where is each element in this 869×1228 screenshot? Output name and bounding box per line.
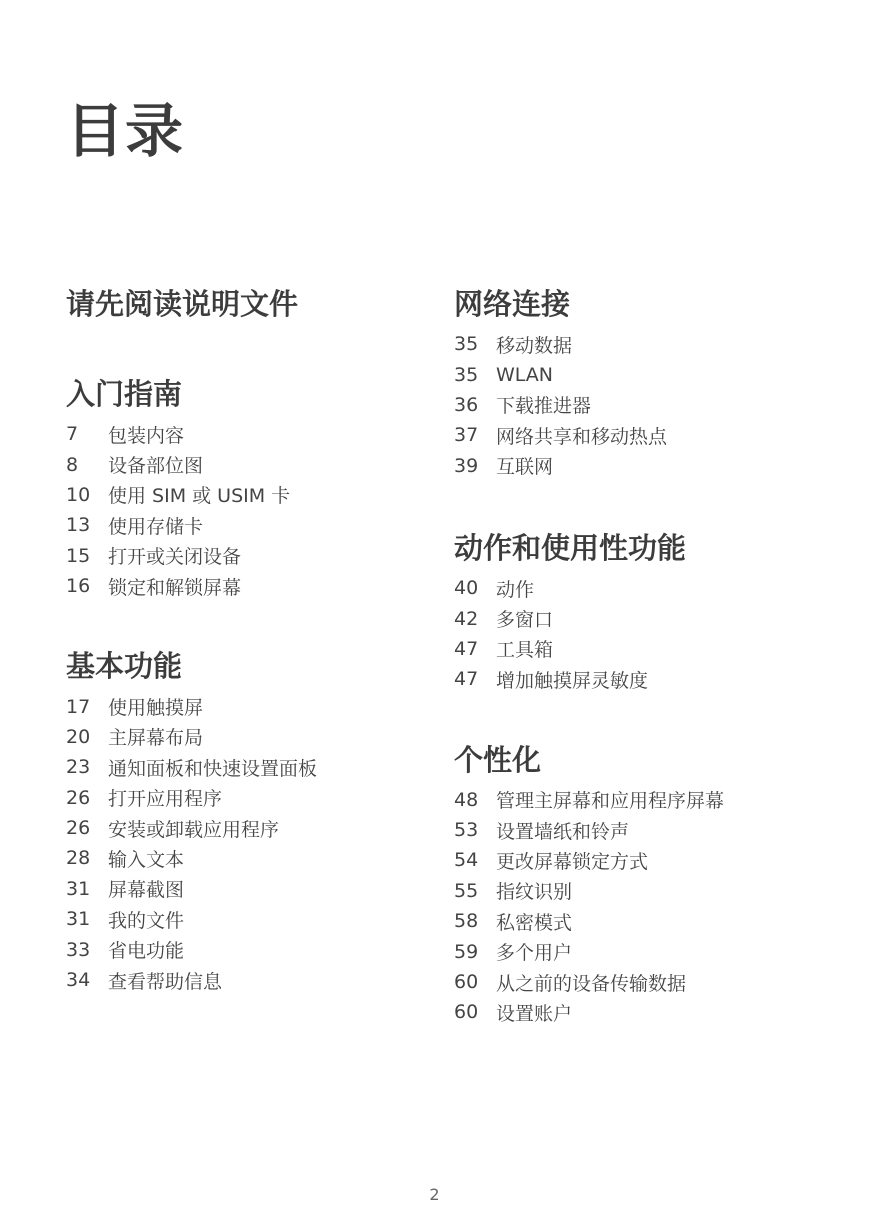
- toc-entry-title: 包装内容: [108, 424, 185, 447]
- toc-page-number: 16: [66, 575, 91, 598]
- toc-page-number: 47: [454, 637, 479, 660]
- toc-page-number: 58: [454, 910, 479, 933]
- toc-entry-title: 多窗口: [496, 609, 554, 632]
- toc-entry-title: 更改屏幕锁定方式: [496, 850, 649, 873]
- toc-entry[interactable]: [454, 573, 834, 603]
- toc-entry-title: 输入文本: [108, 848, 185, 871]
- toc-entry-title: 增加触摸屏灵敏度: [496, 669, 649, 692]
- toc-entry[interactable]: [454, 359, 834, 389]
- toc-entry-title: 安装或卸载应用程序: [108, 818, 280, 841]
- toc-page-number: 54: [454, 849, 479, 872]
- toc-entry-title: 使用 SIM 或 USIM 卡: [108, 485, 291, 508]
- toc-entry-title: WLAN: [496, 363, 554, 386]
- toc-page-number: 42: [454, 607, 479, 630]
- toc-entry[interactable]: [66, 722, 446, 752]
- page-number: 2: [429, 1185, 440, 1204]
- toc-list: [66, 691, 446, 995]
- toc-section: [66, 375, 446, 601]
- toc-entry-title: 互联网: [496, 456, 554, 479]
- toc-entry-title: 移动数据: [496, 334, 573, 357]
- toc-entry[interactable]: [454, 420, 834, 450]
- page-title: 目录: [66, 97, 185, 165]
- toc-entry[interactable]: [454, 603, 834, 633]
- toc-list: [454, 785, 834, 1028]
- toc-entry-title: 指纹识别: [496, 881, 573, 904]
- toc-page-number: 8: [66, 453, 79, 476]
- toc-page-number: 17: [66, 695, 91, 718]
- toc-entry-title: 主屏幕布局: [108, 727, 204, 750]
- toc-entry-title: 使用触摸屏: [108, 697, 204, 720]
- section-heading[interactable]: 基本功能: [66, 649, 183, 684]
- toc-section: [66, 285, 446, 323]
- toc-page-number: 33: [66, 938, 91, 961]
- toc-entry[interactable]: [66, 691, 446, 721]
- toc-entry[interactable]: [454, 876, 834, 906]
- toc-entry[interactable]: [454, 785, 834, 815]
- toc-entry-title: 通知面板和快速设置面板: [108, 757, 318, 780]
- toc-left-column: [66, 285, 446, 995]
- toc-entry[interactable]: [66, 874, 446, 904]
- toc-entry[interactable]: [66, 571, 446, 601]
- section-heading[interactable]: 动作和使用性功能: [454, 530, 687, 565]
- toc-page-number: 31: [66, 877, 91, 900]
- toc-entry[interactable]: [66, 510, 446, 540]
- toc-entry-title: 设备部位图: [108, 455, 204, 478]
- toc-page-number: 26: [66, 786, 91, 809]
- toc-entry[interactable]: [454, 451, 834, 481]
- toc-page-number: 53: [454, 819, 479, 842]
- toc-entry-title: 多个用户: [496, 942, 573, 965]
- toc-entry[interactable]: [66, 480, 446, 510]
- toc-page-number: 40: [454, 577, 479, 600]
- toc-entry[interactable]: [66, 783, 446, 813]
- toc-list: [454, 573, 834, 695]
- toc-entry-title: 查看帮助信息: [108, 970, 223, 993]
- toc-entry[interactable]: [66, 419, 446, 449]
- toc-page-number: 60: [454, 1001, 479, 1024]
- toc-entry-title: 打开或关闭设备: [108, 546, 242, 569]
- toc-entry-title: 从之前的设备传输数据: [496, 972, 687, 995]
- toc-page-number: 34: [66, 969, 91, 992]
- toc-entry-title: 管理主屏幕和应用程序屏幕: [496, 790, 725, 813]
- toc-page-number: 36: [454, 393, 479, 416]
- toc-entry-title: 省电功能: [108, 940, 185, 963]
- toc-entry[interactable]: [66, 843, 446, 873]
- toc-page-number: 15: [66, 544, 91, 567]
- toc-entry-title: 打开应用程序: [108, 788, 223, 811]
- toc-list: [66, 419, 446, 601]
- toc-entry-title: 设置墙纸和铃声: [496, 820, 630, 843]
- section-heading[interactable]: 入门指南: [66, 377, 183, 411]
- toc-entry-title: 锁定和解锁屏幕: [108, 576, 242, 599]
- toc-page-number: 26: [66, 817, 91, 840]
- toc-entry[interactable]: [454, 967, 834, 997]
- toc-page-number: 7: [66, 423, 79, 446]
- toc-entry-title: 动作: [496, 578, 535, 601]
- toc-entry-title: 设置账户: [496, 1002, 573, 1025]
- toc-entry[interactable]: [454, 390, 834, 420]
- toc-page-number: 55: [454, 879, 479, 902]
- toc-page-number: 47: [454, 668, 479, 691]
- toc-right-column: [454, 285, 834, 1028]
- toc-list: [454, 329, 834, 481]
- toc-page-number: 28: [66, 847, 91, 870]
- toc-entry[interactable]: [454, 906, 834, 936]
- toc-page-number: 59: [454, 940, 479, 963]
- toc-entry-title: 我的文件: [108, 909, 185, 932]
- toc-page-number: 35: [454, 363, 479, 386]
- toc-entry[interactable]: [454, 845, 834, 875]
- toc-entry-title: 使用存储卡: [108, 515, 204, 538]
- toc-entry-title: 下载推进器: [496, 395, 592, 418]
- toc-entry-title: 工具箱: [496, 639, 554, 662]
- toc-entry-title: 私密模式: [496, 911, 573, 934]
- toc-page-number: 39: [454, 454, 479, 477]
- toc-entry-title: 网络共享和移动热点: [496, 425, 668, 448]
- toc-section: [454, 285, 834, 481]
- section-heading[interactable]: 网络连接: [454, 287, 571, 321]
- toc-page-number: 35: [454, 333, 479, 356]
- section-heading[interactable]: 个性化: [454, 742, 542, 777]
- toc-entry[interactable]: [66, 965, 446, 995]
- toc-section: [454, 741, 834, 1028]
- toc-entry[interactable]: [66, 904, 446, 934]
- toc-entry[interactable]: [66, 752, 446, 782]
- section-heading[interactable]: 请先阅读说明文件: [66, 287, 299, 321]
- toc-entry[interactable]: [66, 541, 446, 571]
- toc-section: [454, 529, 834, 695]
- toc-entry[interactable]: [454, 634, 834, 664]
- toc-page-number: 13: [66, 514, 91, 537]
- toc-page-number: 10: [66, 483, 91, 506]
- toc-page-number: 48: [454, 788, 479, 811]
- toc-entry[interactable]: [66, 934, 446, 964]
- toc-entry[interactable]: [454, 329, 834, 359]
- toc-entry[interactable]: [454, 936, 834, 966]
- toc-entry[interactable]: [454, 815, 834, 845]
- toc-page-number: 37: [454, 424, 479, 447]
- toc-entry[interactable]: [66, 813, 446, 843]
- toc-entry[interactable]: [454, 997, 834, 1027]
- toc-entry[interactable]: [454, 664, 834, 694]
- toc-page-number: 60: [454, 971, 479, 994]
- toc-page-number: 23: [66, 756, 91, 779]
- toc-entry[interactable]: [66, 449, 446, 479]
- toc-entry-title: 屏幕截图: [108, 879, 185, 902]
- toc-page-number: 31: [66, 908, 91, 931]
- toc-page-number: 20: [66, 725, 91, 748]
- toc-section: [66, 647, 446, 995]
